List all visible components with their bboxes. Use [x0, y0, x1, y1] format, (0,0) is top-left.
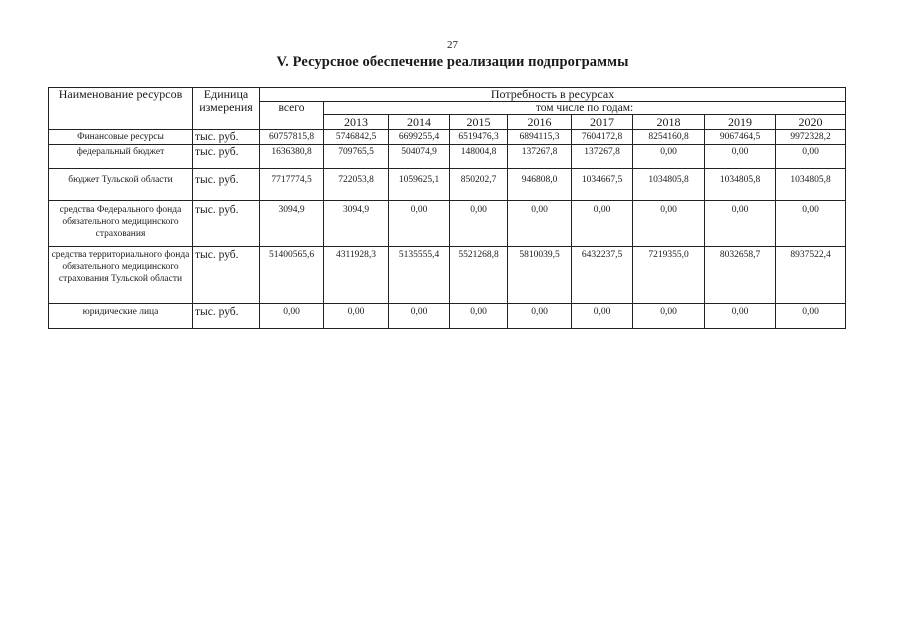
resource-value: 1034805,8: [705, 169, 776, 201]
resource-value: 709765,5: [324, 145, 389, 169]
resource-value: 0,00: [705, 201, 776, 247]
resource-value: 946808,0: [508, 169, 572, 201]
resource-value: 504074,9: [389, 145, 450, 169]
header-unit: Единица измерения: [193, 88, 260, 130]
header-need: Потребность в ресурсах: [260, 88, 846, 102]
resource-value: 6894115,3: [508, 130, 572, 145]
resource-total: 1636380,8: [260, 145, 324, 169]
header-row-1: [49, 88, 846, 102]
resource-value: 0,00: [776, 201, 846, 247]
resource-total: 7717774,5: [260, 169, 324, 201]
resource-value: 9067464,5: [705, 130, 776, 145]
resource-value: 4311928,3: [324, 247, 389, 304]
resource-value: 137267,8: [572, 145, 633, 169]
resource-value: 0,00: [324, 304, 389, 329]
resource-value: 137267,8: [508, 145, 572, 169]
resource-value: 5521268,8: [450, 247, 508, 304]
resource-value: 6519476,3: [450, 130, 508, 145]
resource-value: 0,00: [389, 304, 450, 329]
page-number: 27: [447, 39, 458, 51]
resource-value: 0,00: [776, 145, 846, 169]
header-name: Наименование ресурсов: [49, 88, 193, 130]
table-row: [49, 247, 846, 304]
table-row: [49, 304, 846, 329]
resource-value: 0,00: [572, 201, 633, 247]
resource-value: 0,00: [572, 304, 633, 329]
resource-value: 0,00: [776, 304, 846, 329]
resource-value: 0,00: [450, 201, 508, 247]
header-year: 2017: [572, 115, 633, 130]
resource-name: средства Федерального фонда обязательного медицинского страхования: [49, 201, 193, 247]
resource-value: 5746842,5: [324, 130, 389, 145]
header-year: 2016: [508, 115, 572, 130]
resource-value: 6432237,5: [572, 247, 633, 304]
header-year: 2020: [776, 115, 846, 130]
header-total: всего: [260, 102, 324, 130]
resource-value: 0,00: [450, 304, 508, 329]
resource-value: 8254160,8: [633, 130, 705, 145]
table-row: [49, 201, 846, 247]
header-year: 2018: [633, 115, 705, 130]
header-year: 2015: [450, 115, 508, 130]
resource-name: средства территориального фонда обязательного медицинского страхования Тульской области: [49, 247, 193, 304]
resource-value: 9972328,2: [776, 130, 846, 145]
resource-value: 0,00: [508, 304, 572, 329]
resource-value: 3094,9: [324, 201, 389, 247]
resource-value: 5810039,5: [508, 247, 572, 304]
header-year: 2014: [389, 115, 450, 130]
resource-value: 6699255,4: [389, 130, 450, 145]
resource-value: 1059625,1: [389, 169, 450, 201]
resource-unit: тыс. руб.: [193, 201, 260, 247]
resource-total: 51400565,6: [260, 247, 324, 304]
resource-value: 8032658,7: [705, 247, 776, 304]
resource-value: 1034805,8: [776, 169, 846, 201]
resource-value: 148004,8: [450, 145, 508, 169]
resources-table: [48, 87, 846, 329]
resource-unit: тыс. руб.: [193, 130, 260, 145]
section-title: V. Ресурсное обеспечение реализации подпрограммы: [276, 54, 629, 70]
resource-value: 850202,7: [450, 169, 508, 201]
resource-value: 8937522,4: [776, 247, 846, 304]
resource-value: 0,00: [633, 201, 705, 247]
resource-value: 0,00: [705, 145, 776, 169]
header-year: 2013: [324, 115, 389, 130]
resource-value: 722053,8: [324, 169, 389, 201]
resource-total: 0,00: [260, 304, 324, 329]
resource-value: 1034805,8: [633, 169, 705, 201]
resource-name: Финансовые ресурсы: [49, 130, 193, 145]
table-row: [49, 145, 846, 169]
resource-value: 0,00: [389, 201, 450, 247]
resource-value: 0,00: [508, 201, 572, 247]
resource-value: 0,00: [633, 304, 705, 329]
resource-value: 7604172,8: [572, 130, 633, 145]
resource-unit: тыс. руб.: [193, 304, 260, 329]
table-row: [49, 130, 846, 145]
resource-value: 1034667,5: [572, 169, 633, 201]
resource-total: 3094,9: [260, 201, 324, 247]
resource-name: федеральный бюджет: [49, 145, 193, 169]
resource-total: 60757815,8: [260, 130, 324, 145]
resource-value: 7219355,0: [633, 247, 705, 304]
resource-value: 0,00: [705, 304, 776, 329]
header-by-years: том числе по годам:: [324, 102, 846, 115]
resource-name: бюджет Тульской области: [49, 169, 193, 201]
header-year: 2019: [705, 115, 776, 130]
resource-unit: тыс. руб.: [193, 247, 260, 304]
resource-unit: тыс. руб.: [193, 145, 260, 169]
table-row: [49, 169, 846, 201]
resource-unit: тыс. руб.: [193, 169, 260, 201]
resource-name: юридические лица: [49, 304, 193, 329]
resource-value: 0,00: [633, 145, 705, 169]
resource-value: 5135555,4: [389, 247, 450, 304]
